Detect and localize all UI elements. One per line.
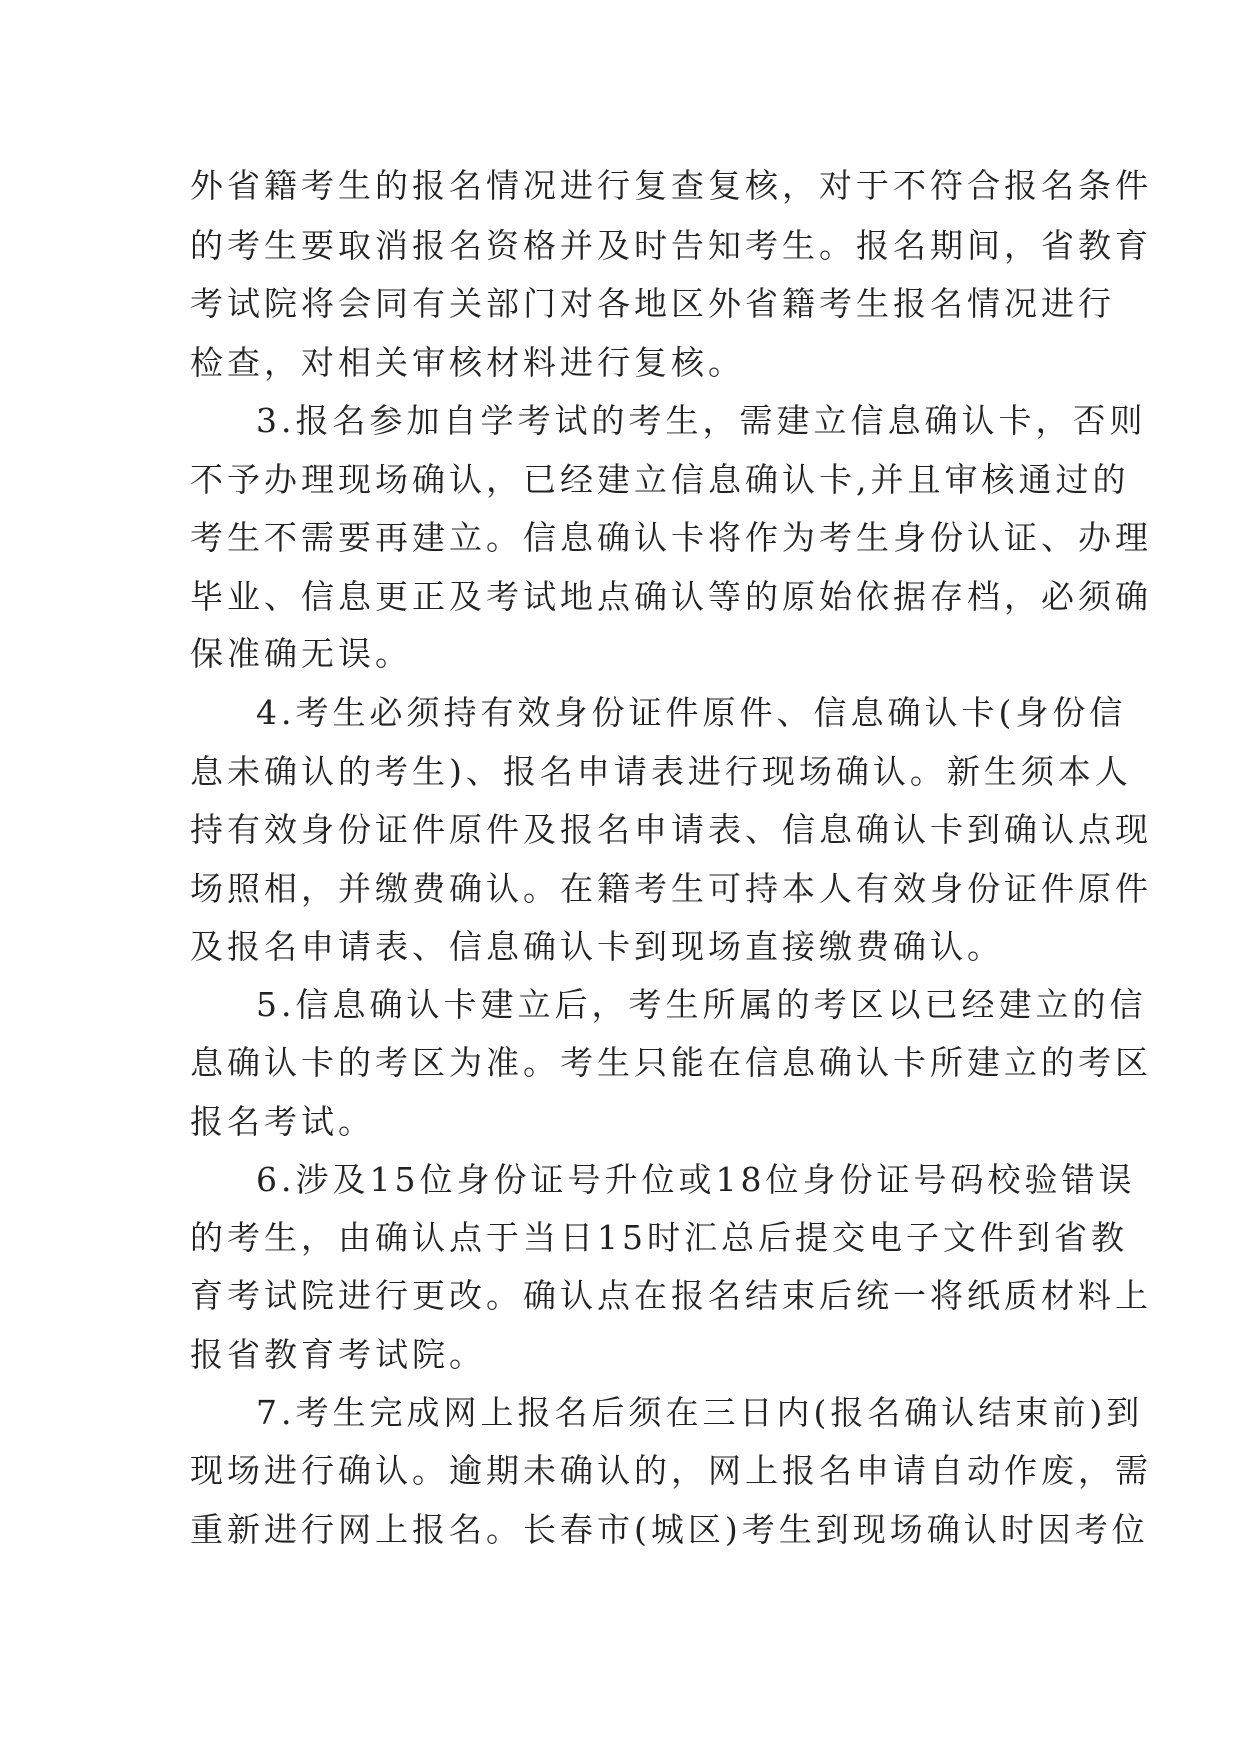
paragraph-7-first-line: 7.考生完成网上报名后须在三日内(报名确认结束前)到 (256, 1393, 1144, 1432)
text-line: 报名考试。 (190, 1102, 375, 1141)
text-line: 场照相，并缴费确认。在籍考生可持本人有效身份证件原件 (190, 869, 1152, 908)
text-line: 考试院将会同有关部门对各地区外省籍考生报名情况进行 (190, 284, 1115, 323)
text-line: 重新进行网上报名。长春市(城区)考生到现场确认时因考位 (190, 1510, 1149, 1549)
text-line: 外省籍考生的报名情况进行复查复核，对于不符合报名条件 (190, 166, 1152, 205)
paragraph-6-first-line: 6.涉及15位身份证号升位或18位身份证号码校验错误 (256, 1160, 1136, 1199)
text-line: 考生不需要再建立。信息确认卡将作为考生身份认证、办理 (190, 518, 1152, 557)
paragraph-4-first-line: 4.考生必须持有效身份证件原件、信息确认卡(身份信 (256, 693, 1127, 732)
text-line: 及报名申请表、信息确认卡到现场直接缴费确认。 (190, 927, 1004, 966)
text-line: 现场进行确认。逾期未确认的，网上报名申请自动作废，需 (190, 1451, 1152, 1490)
text-line: 报省教育考试院。 (190, 1335, 486, 1374)
text-line: 的考生，由确认点于当日15时汇总后提交电子文件到省教 (190, 1218, 1128, 1257)
text-line: 息未确认的考生)、报名申请表进行现场确认。新生须本人 (190, 752, 1132, 791)
paragraph-3-first-line: 3.报名参加自学考试的考生，需建立信息确认卡，否则 (256, 401, 1147, 440)
text-line: 息确认卡的考区为准。考生只能在信息确认卡所建立的考区 (190, 1043, 1152, 1082)
text-line: 的考生要取消报名资格并及时告知考生。报名期间，省教育 (190, 226, 1152, 265)
text-line: 检查，对相关审核材料进行复核。 (190, 343, 745, 382)
paragraph-5-first-line: 5.信息确认卡建立后，考生所属的考区以已经建立的信 (256, 985, 1147, 1024)
text-line: 毕业、信息更正及考试地点确认等的原始依据存档，必须确 (190, 577, 1152, 616)
text-line: 育考试院进行更改。确认点在报名结束后统一将纸质材料上 (190, 1276, 1152, 1315)
text-line: 持有效身份证件原件及报名申请表、信息确认卡到确认点现 (190, 810, 1152, 849)
text-line: 不予办理现场确认，已经建立信息确认卡,并且审核通过的 (190, 460, 1130, 499)
text-line: 保准确无误。 (190, 634, 412, 673)
